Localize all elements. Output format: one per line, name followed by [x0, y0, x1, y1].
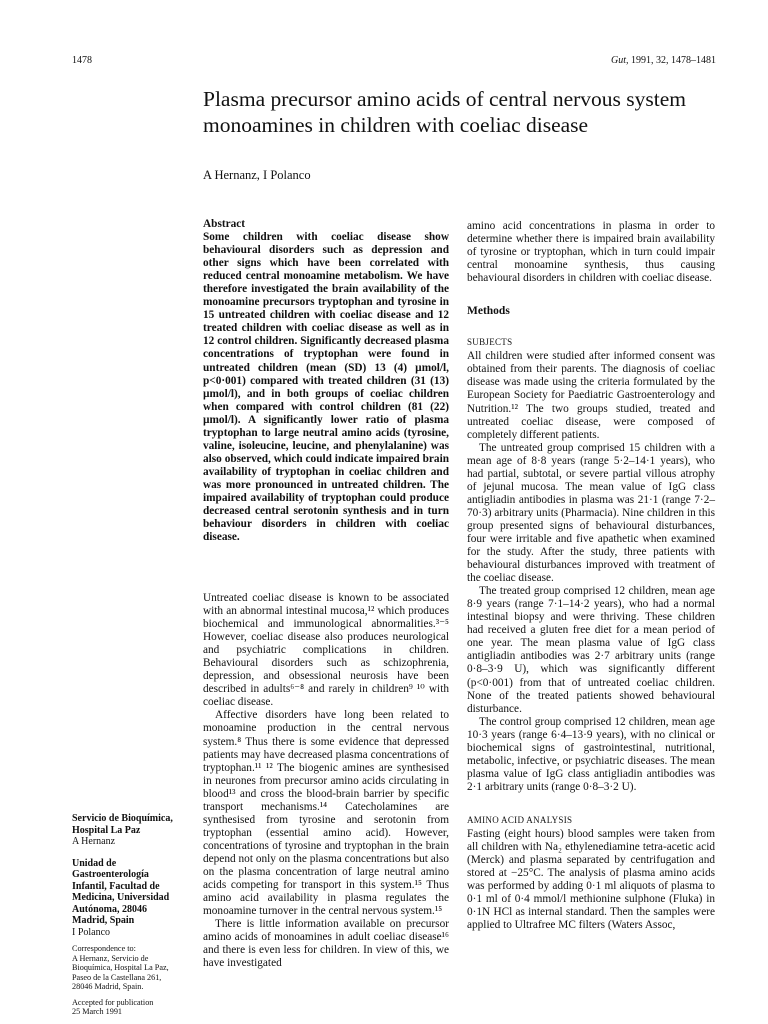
intro-paragraph: Untreated coeliac disease is known to be associated with an abnormal intestinal mucosa,¹² which produces biochemical and immunological abnormalities.³⁻⁵ However, coeliac disease also produces neurological and psychiatric complications in children. Behavioural disorders such as schizophrenia, depression, and obsessional neurosis have been described in adults⁶⁻⁸ and rarely in children⁹ ¹⁰ with coeliac disease. [203, 592, 449, 709]
abstract-block [203, 218, 449, 544]
affiliation-person: I Polanco [72, 926, 111, 938]
methods-heading: Methods [467, 305, 510, 318]
intro-paragraph: There is little information available on precursor amino acids of monoamines in adult coeliac disease¹⁶ and there is even less for children. In view of this, we have investigated [203, 918, 449, 970]
correspondence-address: Bioquímica, Hospital La Paz, [72, 963, 169, 972]
correspondence-address: 28046 Madrid, Spain. [72, 982, 144, 991]
article-title: Plasma precursor amino acids of central nervous system monoamines in children with coeliac disease [203, 87, 687, 137]
journal-citation [611, 55, 716, 66]
affiliation-institution: Unidad de [72, 857, 117, 869]
abstract-heading: Abstract [203, 218, 246, 230]
affiliation-institution: Autónoma, 28046 [72, 903, 148, 915]
accepted-date: 25 March 1991 [72, 1007, 123, 1016]
affiliation-institution: Medicina, Universidad [72, 892, 170, 903]
journal-name: Gut, [611, 55, 629, 66]
intro-paragraph: Affective disorders have long been related to monoamine production in the central nervous system.⁸ Thus there is some evidence that depressed patients may have decreased plasma concentrations of tryptophan.¹¹ ¹² The biogenic amines are synthesised in neurones from precursor amino acids circulating in blood¹³ and cross the blood-brain barrier by specific transport mechanisms.¹⁴ Catecholamines are synthesised from tyrosine and serotonin from tryptophan (essential amino acid). However, concentrations of tyrosine and tryptophan in the brain depend not only on the plasma concentrations but also on the plasma concentration of large neutral amino acids competing for transport in this system.¹⁵ Thus amino acid availability in plasma regulates the monoamine turnover in the central nervous system.¹⁵ [203, 709, 449, 918]
citation-details: 1991, 32, 1478–1481 [631, 55, 716, 66]
affiliation-institution: Infantil, Facultad de [72, 880, 160, 892]
author-list: A Hernanz, I Polanco [203, 168, 311, 182]
author-affiliations [72, 813, 197, 1017]
affiliation-institution: Gastroenterología [72, 869, 149, 880]
affiliation-institution: Hospital La Paz [72, 824, 141, 836]
affiliation-institution: Madrid, Spain [72, 915, 135, 926]
subjects-paragraph: The control group comprised 12 children, mean age 10·3 years (range 6·4–13·9 years), with no clinical or biochemical signs of gastrointestinal, nutritional, metabolic, infective, or psychiatric diseases. The mean plasma value of IgG class antigliadin antibodies was 2·1 arbitrary units (range 0·8–3·2 U). [467, 715, 715, 793]
correspondence-label: Correspondence to: [72, 944, 136, 953]
intro-continuation: amino acid concentrations in plasma in order to determine whether there is impaired brain availability of tyrosine or tryptophan, which in turn could impair central monoamine synthesis, thus causing behavioural disorders in children with coeliac disease. [467, 220, 715, 285]
correspondence-address: A Hernanz, Servicio de [72, 953, 149, 963]
accepted-date: Accepted for publication [72, 997, 154, 1007]
subjects-paragraph: All children were studied after informed consent was obtained from their parents. The diagnosis of coeliac disease was made using the criteria formulated by the European Society for Paediatric Gastroenterology and Nutrition.¹² The two groups studied, treated and untreated coeliac disease, were composed of completely different patients. [467, 350, 715, 441]
analysis-paragraph: Fasting (eight hours) blood samples were taken from all children with Na₂ ethylenediamine tetra-acetic acid (Merck) and plasma separated by centrifugation and stored at −25°C. The analysis of plasma amino acids was performed by adding 0·1 ml aliquots of plasma to 0·1 ml of 0·4 mmol/l methionine sulphone (Fluka) in 0·1N HCl as internal standard. Then the samples were applied to Ultrafree MC filters (Waters Assoc, [467, 827, 715, 932]
subjects-paragraph: The untreated group comprised 15 children with a mean age of 8·8 years (range 5·2–14·1 years), who had partial, subtotal, or severe partial villous atrophy of jejunal mucosa. The mean value of IgG class antigliadin antibodies in plasma was 21·1 (range 7·2–70·3) arbitrary units (Pharmacia). Nine children in this group presented signs of behavioural disturbances, four were irritable and five apathetic when examined for the study. After the study, three patients with behavioural disturbances improved with treatment of the coeliac disease. [467, 441, 715, 585]
affiliation-person: A Hernanz [72, 836, 116, 847]
page-number: 1478 [72, 55, 92, 66]
abstract-text: Some children with coeliac disease show behavioural disorders such as depression and other signs which have been correlated with reduced central monoamine metabolism. We have therefore investigated the brain availability of the monoamine precursors tryptophan and tyrosine in 15 untreated children with coeliac disease and 12 treated children with coeliac disease as well as in 12 control children. Significantly decreased plasma concentrations of tryptophan were found in untreated children (mean (SD) 13 (4) µmol/l, p<0·001) compared with treated children (31 (13) µmol/l), and in both groups of coeliac children when compared with control children (81 (22) µmol/l). A significantly lower ratio of plasma tryptophan to large neutral amino acids (tyrosine, valine, isoleucine, leucine, and phenylalanine) was also observed, which could indicate impaired brain availability of tryptophan in coeliac children and was more pronounced in untreated children. The impaired availability of tryptophan could produce decreased central serotonin synthesis and in turn behaviour disorders in children with coeliac disease. [203, 231, 449, 544]
subjects-paragraph: The treated group comprised 12 children, mean age 8·9 years (range 7·1–14·2 years), who had a normal intestinal biopsy and were thriving. These children had received a gluten free diet for a mean period of one year. The mean plasma value of IgG class antigliadin antibodies was 2·7 arbitrary units (range 0·8–3·9 U), which was significantly different (p<0·001) from that of untreated coeliac children. None of the treated patients showed behavioural disturbance. [467, 585, 715, 715]
correspondence-address: Paseo de la Castellana 261, [72, 972, 162, 982]
subjects-heading: SUBJECTS [467, 337, 513, 348]
amino-acid-analysis-heading: AMINO ACID ANALYSIS [467, 814, 573, 825]
introduction-block [203, 592, 449, 970]
right-column [467, 220, 715, 932]
affiliation-institution: Servicio de Bioquímica, [72, 813, 173, 824]
